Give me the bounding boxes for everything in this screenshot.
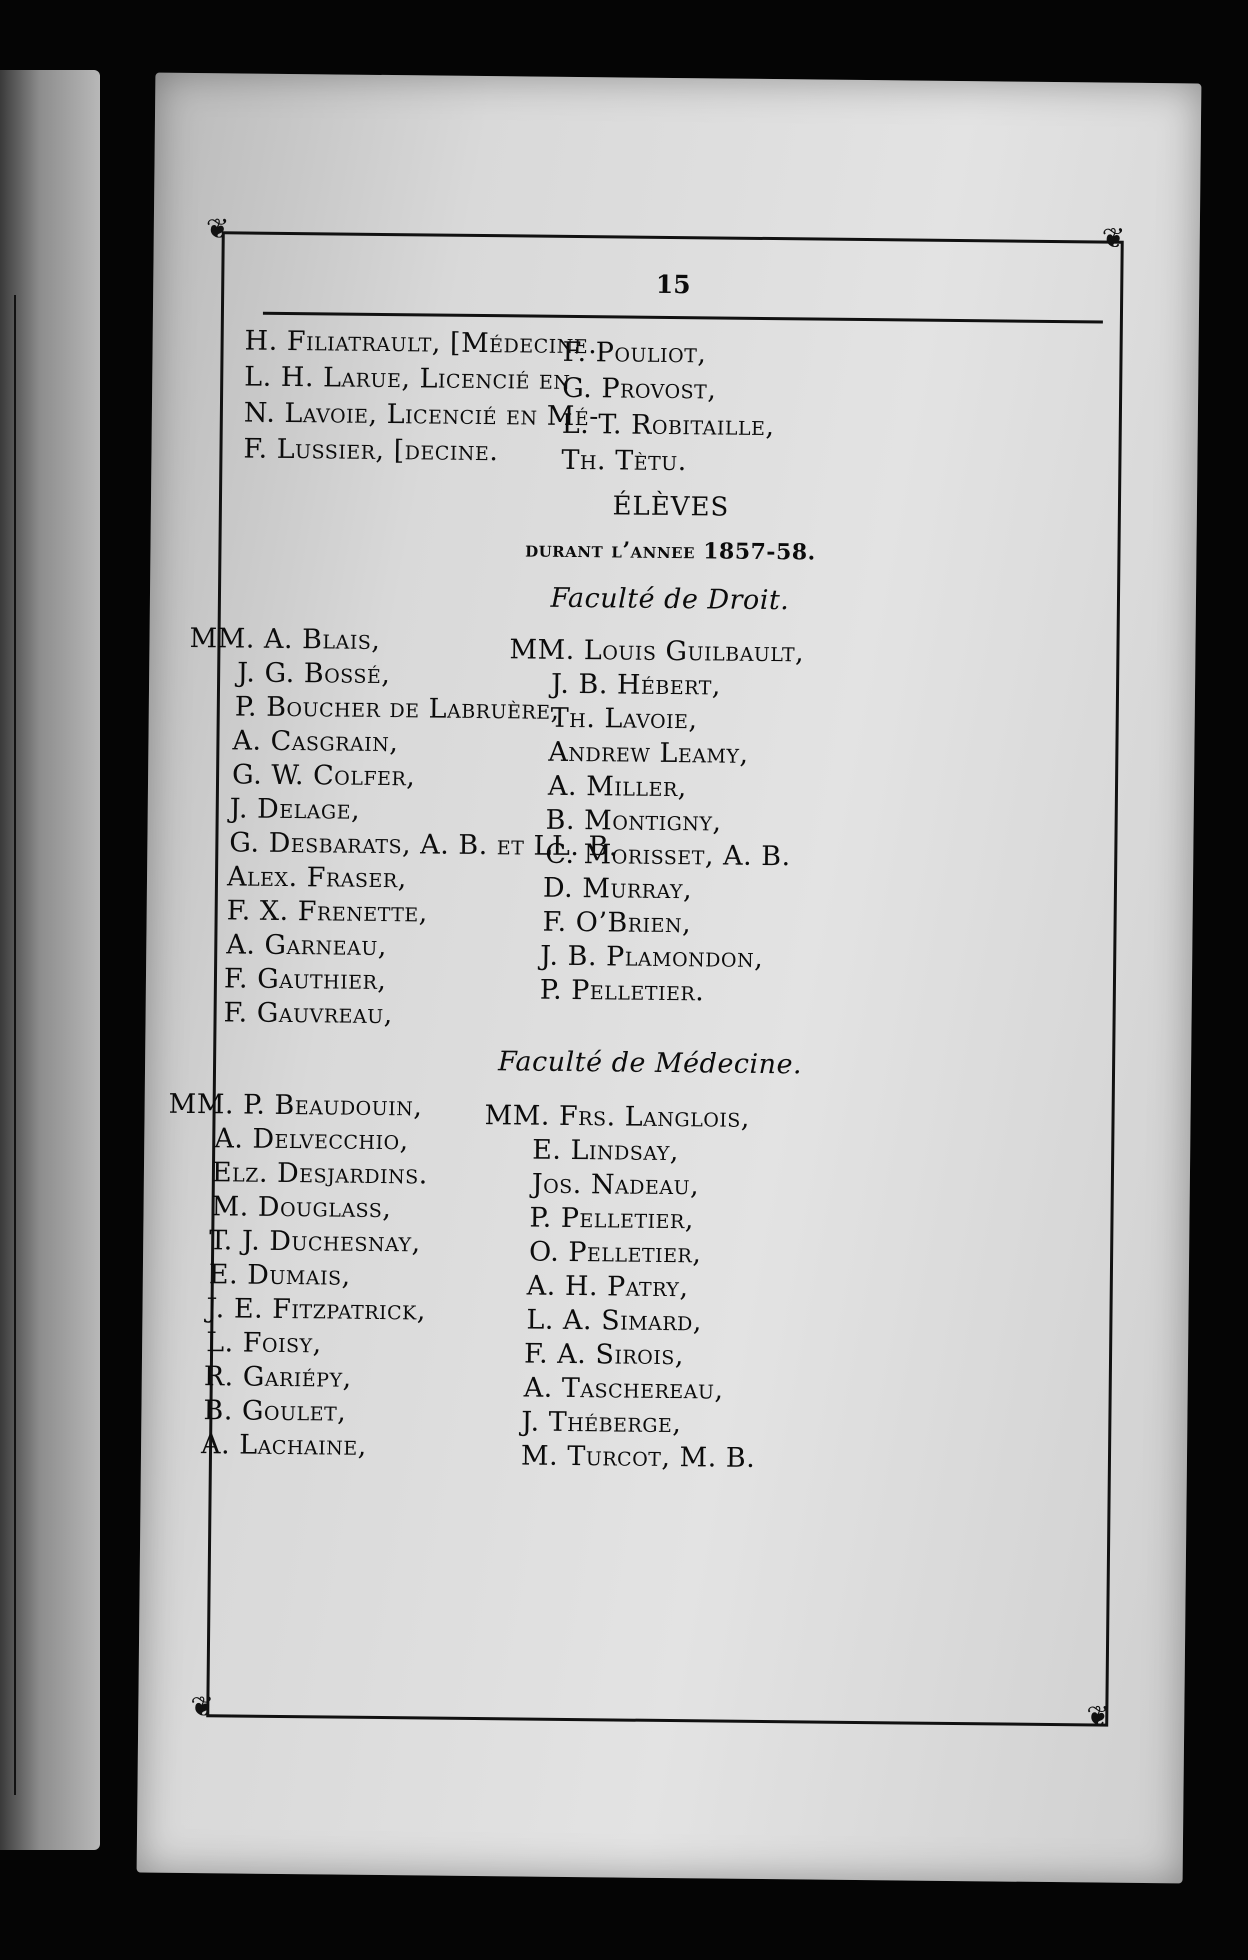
medicine-right-3: P. Pelletier,: [529, 1202, 695, 1236]
law-right-7: D. Murray,: [542, 872, 693, 906]
medicine-right-2: Jos. Nadeau,: [531, 1168, 700, 1202]
medicine-left-5: E. Dumais,: [208, 1259, 351, 1292]
law-right-10: P. Pelletier.: [539, 974, 705, 1008]
medicine-left-8: R. Gariépy,: [203, 1361, 352, 1394]
medicine-left-2: Elz. Desjardins.: [211, 1157, 428, 1191]
law-left-3: A. Casgrain,: [232, 725, 399, 759]
staff-left-3: F. Lussier, [decine.: [243, 433, 499, 468]
medicine-right-10: M. Turcot, M. B.: [520, 1440, 756, 1474]
adjacent-page-edge: [0, 70, 100, 1850]
medicine-left-4: T. J. Duchesnay,: [209, 1225, 421, 1259]
corner-ornament-icon: ❦: [190, 1690, 214, 1724]
medicine-left-6: J. E. Fitzpatrick,: [206, 1293, 427, 1327]
law-right-9: J. B. Plamondon,: [540, 940, 764, 974]
staff-right-2: L. T. Robitaille,: [561, 408, 775, 443]
medicine-right-7: F. A. Sirois,: [523, 1338, 685, 1372]
staff-right-1: G. Provost,: [562, 372, 717, 406]
law-left-7: Alex. Fraser,: [226, 861, 407, 895]
medicine-faculty-heading: Faculté de Médecine.: [497, 1046, 803, 1081]
page-number: 15: [655, 269, 691, 300]
medicine-right-6: L. A. Simard,: [526, 1304, 703, 1338]
header-rule: [263, 312, 1103, 324]
medicine-left-9: B. Goulet,: [203, 1395, 347, 1428]
medicine-right-1: E. Lindsay,: [532, 1134, 680, 1168]
law-right-3: Andrew Leamy,: [548, 736, 749, 770]
students-heading: ÉLÈVES: [612, 491, 730, 523]
medicine-right-0: MM. Frs. Langlois,: [484, 1100, 751, 1134]
law-left-9: A. Garneau,: [226, 929, 388, 963]
law-left-5: J. Delage,: [229, 793, 361, 826]
law-left-2: P. Boucher de Labruère,: [234, 691, 560, 726]
corner-ornament-icon: ❦: [1101, 221, 1126, 255]
page-content: [168, 243, 1113, 1712]
law-right-0: MM. Louis Guilbault,: [509, 634, 805, 669]
corner-ornament-icon: ❦: [1086, 1699, 1110, 1733]
law-right-8: F. O’Brien,: [542, 906, 692, 940]
law-left-1: J. G. Bossé,: [237, 657, 391, 691]
law-faculty-heading: Faculté de Droit.: [550, 582, 790, 617]
medicine-right-8: A. Taschereau,: [523, 1372, 724, 1406]
medicine-left-10: A. Lachaine,: [200, 1429, 367, 1462]
medicine-left-7: L. Foisy,: [205, 1327, 322, 1360]
document-page: [137, 73, 1202, 1884]
year-heading: durant l’annee 1857-58.: [525, 536, 816, 566]
staff-right-3: Th. Tètu.: [561, 444, 687, 478]
staff-left-2: N. Lavoie, Licencié en Mé-: [243, 397, 599, 433]
law-left-8: F. X. Frenette,: [226, 895, 428, 929]
law-left-4: G. W. Colfer,: [231, 759, 416, 793]
medicine-left-1: A. Delvecchio,: [214, 1123, 409, 1157]
medicine-right-4: O. Pelletier,: [528, 1236, 702, 1270]
staff-left-1: L. H. Larue, Licencié en: [244, 361, 571, 396]
law-right-1: J. B. Hébert,: [550, 668, 722, 702]
law-left-10: F. Gauthier,: [223, 963, 387, 997]
law-left-11: F. Gauvreau,: [223, 997, 393, 1031]
law-right-4: A. Miller,: [547, 770, 687, 804]
staff-right-0: F. Pouliot,: [562, 336, 707, 370]
corner-ornament-icon: ❦: [205, 212, 230, 246]
law-left-0: MM. A. Blais,: [189, 622, 381, 656]
medicine-left-3: M. Douglass,: [211, 1191, 392, 1225]
law-right-2: Th. Lavoie,: [550, 702, 698, 736]
law-left-6: G. Desbarats, A. B. et LL. B.: [229, 827, 619, 863]
medicine-right-9: J. Théberge,: [521, 1406, 682, 1440]
law-right-6: C. Morisset, A. B.: [545, 838, 791, 873]
staff-left-0: H. Filiatrault, [Médecine.: [244, 325, 598, 361]
medicine-right-5: A. H. Patry,: [526, 1270, 689, 1304]
medicine-left-0: MM. P. Beaudouin,: [168, 1088, 423, 1123]
law-right-5: B. Montigny,: [545, 804, 722, 838]
adjacent-page-rule: [14, 295, 16, 1795]
